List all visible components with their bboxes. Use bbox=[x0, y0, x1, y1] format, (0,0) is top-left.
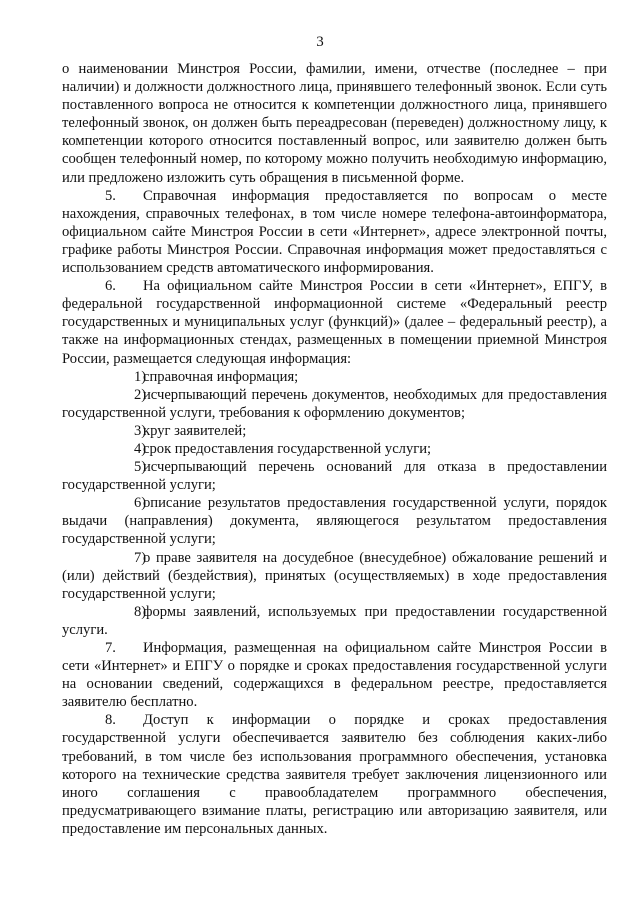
paragraph-text: Справочная информация предоставляется по вопросам о месте нахождения, справочных телефонах, в том числе номере телефона-автоинформатора, официальном сайте Минстроя России в сети «Интернет», адресе электронной почты, графике работы Минстроя России. Справочная информация может предоставляться с использованием средств автоматического информирования. bbox=[62, 187, 607, 277]
continuation-paragraph: о наименовании Минстроя России, фамилии, имени, отчестве (последнее – при наличии) и должности должностного лица, принявшего телефонный звонок. Если суть поставленного вопроса не относится к компетенции должностного лица, принявшего телефонный звонок, он должен быть переадресован (переведен) должностному лицу, к компетенции которого относится поставленный вопрос, или заявителю должен быть сообщен телефонный номер, по которому можно получить необходимую информацию, или предложено изложить суть обращения в письменной форме. bbox=[62, 61, 607, 186]
list-item-6 bbox=[62, 494, 607, 548]
paragraph-number: 8. bbox=[105, 712, 116, 729]
list-item-text: круг заявителей; bbox=[143, 422, 247, 439]
paragraph-8 bbox=[62, 711, 607, 838]
list-item-1 bbox=[62, 368, 607, 386]
list-item-number: 7) bbox=[134, 549, 147, 566]
list-item-3 bbox=[62, 422, 607, 440]
list-item-text: исчерпывающий перечень оснований для отказа в предоставлении государственной услуги; bbox=[62, 459, 607, 494]
list-item-text: справочная информация; bbox=[143, 368, 299, 385]
paragraph-number: 7. bbox=[105, 640, 116, 656]
paragraph-text: Информация, размещенная на официальном сайте Минстроя России в сети «Интернет» и ЕПГУ о порядке и сроках предоставления государственной услуги на основании сведений, содержащихся в федеральном реестре, предоставляется заявителю бесплатно. bbox=[62, 640, 607, 711]
paragraph-7 bbox=[62, 639, 607, 711]
paragraph-number: 5. bbox=[105, 187, 116, 204]
list-item-8 bbox=[62, 603, 607, 639]
list-item-text: формы заявлений, используемых при предоставлении государственной услуги. bbox=[62, 603, 607, 638]
paragraph-6 bbox=[62, 277, 607, 367]
list-item-number: 1) bbox=[134, 368, 147, 385]
paragraph-text: Доступ к информации о порядке и сроках предоставления государственной услуги обеспечивается заявителю без соблюдения каких-либо требований, в том числе без использования программного обеспечения, установка которого на технические средства заявителя требует заключения лицензионного или иного соглашения с правообладателем программного обеспечения, предусматривающего взимание платы, регистрацию или авторизацию заявителя, или предоставление им персональных данных. bbox=[62, 712, 607, 837]
list-item-7 bbox=[62, 549, 607, 603]
page-number: 3 bbox=[316, 34, 324, 50]
list-item-number: 3) bbox=[134, 422, 147, 439]
list-item-text: исчерпывающий перечень документов, необходимых для предоставления государственной услуги, требования к оформлению документов; bbox=[62, 386, 607, 421]
list-item-4 bbox=[62, 440, 607, 458]
document-body bbox=[62, 60, 607, 838]
list-item-number: 6) bbox=[134, 495, 147, 512]
list-item-5 bbox=[62, 458, 607, 494]
paragraph-5 bbox=[62, 187, 607, 277]
list-item-number: 8) bbox=[134, 603, 147, 620]
list-item-number: 2) bbox=[134, 386, 147, 403]
list-item-text: описание результатов предоставления государственной услуги, порядок выдачи (направления) документа, являющегося результатом предоставления государственной услуги; bbox=[62, 495, 607, 548]
list-item-2 bbox=[62, 386, 607, 422]
list-item-number: 4) bbox=[134, 440, 147, 457]
paragraph-text: На официальном сайте Минстроя России в сети «Интернет», ЕПГУ, в федеральной государственной информационной системе «Федеральный реестр государственных и муниципальных услуг (функций)» (далее – федеральный реестр), а также на информационных стендах, размещенных в помещении приемной Минстроя России, размещается следующая информация: bbox=[62, 278, 607, 367]
list-item-number: 5) bbox=[134, 459, 147, 476]
paragraph-number: 6. bbox=[105, 278, 116, 295]
list-item-text: срок предоставления государственной услуги; bbox=[143, 440, 432, 457]
list-item-text: о праве заявителя на досудебное (внесудебное) обжалование решений и (или) действий (бездействия), принятых (осуществляемых) в ходе предоставления государственной услуги; bbox=[62, 549, 607, 602]
